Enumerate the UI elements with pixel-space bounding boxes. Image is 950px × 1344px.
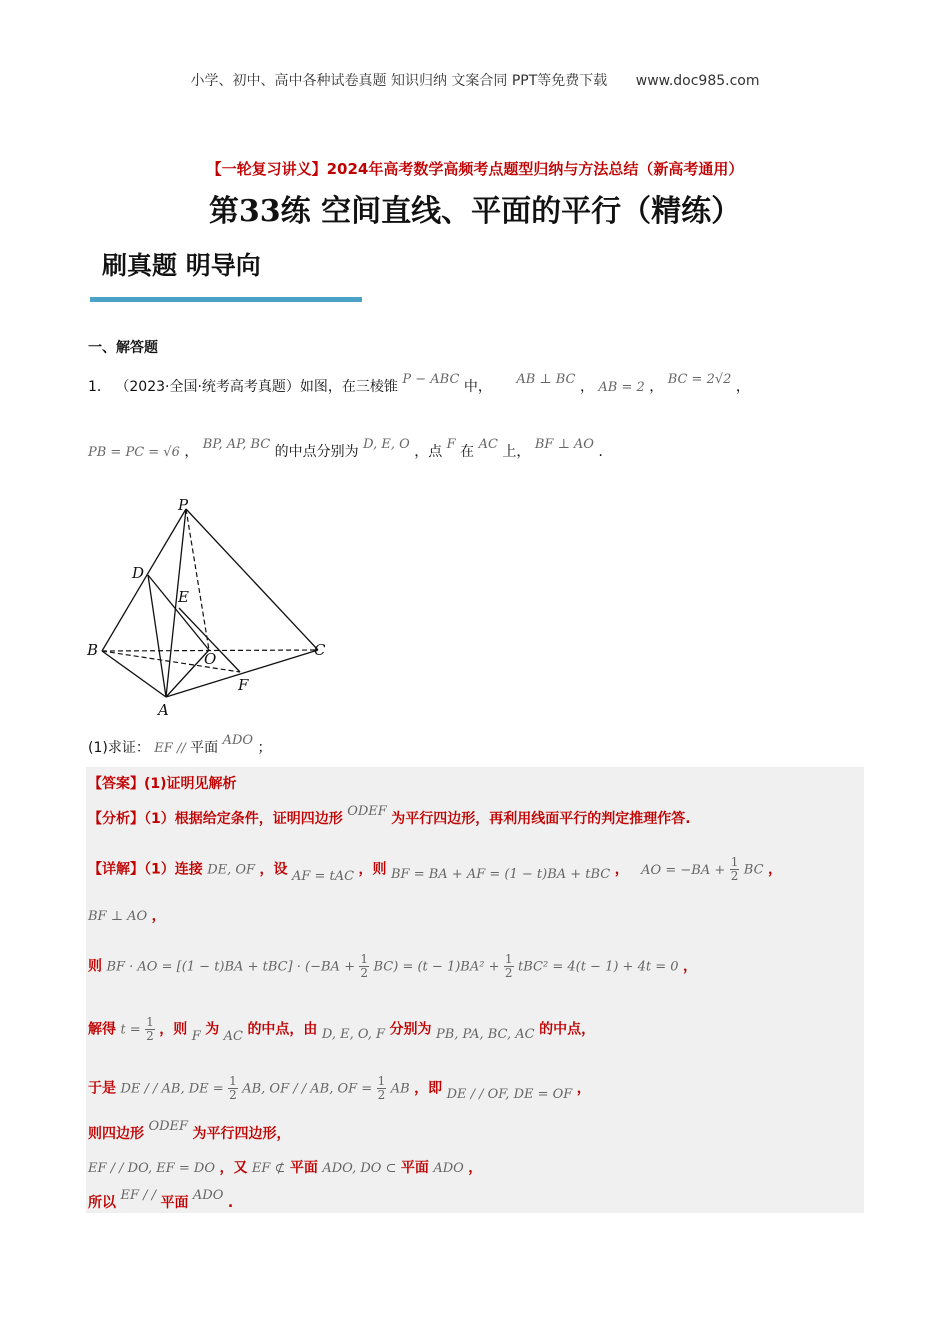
fraction-half	[359, 953, 369, 980]
text-midpoints: 的中点分别为	[274, 444, 359, 460]
comma: ，	[649, 379, 664, 395]
text-is: 为	[205, 1021, 220, 1038]
text-plane: 平面	[190, 740, 219, 756]
detail-line-2	[88, 905, 166, 925]
math-ab: AB	[390, 1081, 410, 1097]
math-f: F	[191, 1028, 201, 1044]
question-line-1	[88, 372, 750, 396]
text-on: 在	[460, 444, 475, 460]
part1-label: (1)求证：	[88, 740, 150, 756]
fraction-half	[730, 856, 740, 883]
fraction-denominator: 2	[229, 1088, 237, 1102]
comma: ，	[576, 1080, 591, 1097]
header-site: www.doc985.com	[635, 73, 760, 89]
text-point: ，点	[414, 444, 443, 460]
fraction-numerator: 1	[229, 1074, 237, 1088]
label-d: D	[132, 564, 145, 582]
detail-line-4	[88, 1016, 595, 1043]
math-de-ab: DE / / AB, DE =	[120, 1081, 224, 1097]
math-pyramid: P − ABC	[402, 372, 460, 387]
math-points: D, E, O, F	[321, 1026, 386, 1042]
math-ado: ADO	[433, 1161, 464, 1176]
comma: ，	[682, 958, 697, 975]
comma: ，	[468, 1160, 483, 1176]
semicolon: ；	[257, 740, 272, 756]
fraction-denominator: 2	[146, 1029, 154, 1043]
math-of-ab: AB, OF / / AB, OF =	[242, 1081, 373, 1097]
analysis-label: 【分析】（1）根据给定条件，证明四边形	[88, 811, 343, 827]
page-header	[0, 70, 950, 90]
math-ac: AC	[223, 1028, 243, 1044]
fraction-denominator: 2	[504, 966, 513, 980]
math-segments: PB, PA, BC, AC	[435, 1026, 535, 1042]
text-solve: 解得	[88, 1021, 116, 1038]
label-o: O	[204, 650, 217, 668]
analysis-line	[88, 804, 691, 828]
math-ado: ADO	[222, 733, 254, 748]
answer-box	[86, 767, 864, 1213]
section-subtitle: 刷真题 明导向	[102, 251, 261, 280]
period: .	[227, 1195, 234, 1211]
math-ao-expr-b: BC	[743, 862, 764, 878]
math-ef-not-subset: EF ⊄	[251, 1161, 286, 1176]
fraction-numerator: 1	[146, 1015, 154, 1029]
question-line-2	[88, 437, 603, 461]
math-f: F	[446, 437, 456, 452]
math-ado-do-subset: ADO, DO ⊂	[322, 1161, 397, 1176]
detail-line-7	[88, 1157, 482, 1177]
fraction-numerator: 1	[504, 952, 513, 966]
section-heading: 一、解答题	[88, 340, 158, 356]
math-dot-product-b: BC) = (t − 1)BA² +	[373, 959, 500, 975]
text-set: ，设	[259, 861, 288, 878]
fraction-half	[228, 1075, 238, 1102]
label-p: P	[178, 496, 189, 514]
detail-line-1	[88, 856, 782, 883]
math-odef: ODEF	[148, 1119, 189, 1134]
text-in: 中，	[463, 379, 492, 395]
label-f: F	[238, 676, 249, 694]
text-then: ，则	[159, 1021, 188, 1038]
question-source: （2023·全国·统考高考真题）如图，在三棱锥	[115, 379, 398, 395]
math-t-eq: t =	[120, 1022, 141, 1038]
text-parallelogram: 为平行四边形，	[192, 1126, 291, 1142]
math-bf-perp-ao: BF ⊥ AO	[88, 909, 148, 924]
fraction-half	[504, 953, 514, 980]
math-bf-expr: BF = BA + AF = (1 − t)BA + tBC	[391, 866, 611, 882]
math-ac: AC	[478, 437, 498, 452]
text-then: 则	[88, 958, 102, 975]
comma: ，	[151, 908, 166, 924]
text-therefore: 所以	[88, 1195, 116, 1211]
text-plane: 平面	[160, 1195, 189, 1211]
text-plane: 平面	[289, 1160, 318, 1176]
detail-line-3	[88, 953, 697, 980]
fraction-half	[377, 1075, 387, 1102]
fraction-half	[145, 1016, 155, 1043]
answer-label: 【答案】(1)证明见解析	[88, 776, 237, 792]
fraction-numerator: 1	[377, 1074, 386, 1088]
math-ado: ADO	[192, 1188, 224, 1203]
comma: ，	[735, 379, 750, 395]
text-also: ，又	[219, 1160, 248, 1176]
fraction-denominator: 2	[360, 966, 369, 980]
page-title: 第33练 空间直线、平面的平行（精练）	[208, 194, 742, 229]
comma: ，	[767, 861, 782, 878]
math-dot-product-a: BF · AO = [(1 − t)BA + tBC] · (−BA +	[106, 959, 355, 975]
math-dot-product-c: tBC² = 4(t − 1) + 4t = 0	[518, 959, 679, 975]
text-then: ，则	[358, 861, 387, 878]
fraction-denominator: 2	[730, 869, 739, 883]
text-ie: ，即	[414, 1080, 443, 1097]
header-text: 小学、初中、高中各种试卷真题 知识归纳 文案合同 PPT等免费下载	[190, 73, 608, 89]
math-deo: D, E, O	[363, 437, 410, 452]
detail-line-5	[88, 1075, 591, 1102]
math-ef-do: EF / / DO, EF = DO	[88, 1161, 215, 1176]
comma: ，	[614, 861, 629, 878]
subtitle-underline	[90, 297, 362, 302]
math-pb-pc: PB = PC = √6	[88, 445, 180, 460]
math-af-tac: AF = tAC	[291, 868, 355, 884]
fraction-denominator: 2	[377, 1088, 386, 1102]
fraction-numerator: 1	[360, 952, 369, 966]
question-number: 1．	[88, 379, 111, 395]
math-bf-perp-ao: BF ⊥ AO	[534, 437, 594, 452]
detail-line-6	[88, 1119, 291, 1143]
analysis-rest: 为平行四边形，再利用线面平行的判定推理作答.	[391, 811, 691, 827]
label-a: A	[158, 701, 169, 719]
label-e: E	[178, 588, 189, 606]
edge-ba	[102, 651, 166, 697]
text-midpoint: 的中点，由	[247, 1021, 318, 1038]
math-ef-parallel: EF //	[154, 741, 186, 756]
text-midpoint-end: 的中点，	[539, 1021, 596, 1038]
math-odef: ODEF	[347, 804, 387, 819]
comma: ，	[184, 444, 199, 460]
detail-label: 【详解】（1）连接	[88, 861, 203, 878]
math-ab-eq: AB = 2	[598, 380, 645, 395]
detail-line-8	[88, 1188, 234, 1212]
math-ao-expr-a: AO = −BA +	[641, 862, 726, 878]
label-c: C	[314, 641, 326, 659]
text-plane: 平面	[400, 1160, 429, 1176]
pyramid-figure	[86, 496, 336, 721]
label-b: B	[87, 641, 99, 659]
math-de-of-equal: DE / / OF, DE = OF	[446, 1086, 573, 1102]
math-segments: BP, AP, BC	[202, 437, 271, 452]
period: .	[598, 444, 603, 460]
fraction-numerator: 1	[730, 855, 739, 869]
math-ab-perp-bc: AB ⊥ BC	[516, 372, 576, 387]
text-respectively: 分别为	[389, 1021, 432, 1038]
text-so: 于是	[88, 1080, 116, 1097]
text-quadrilateral: 则四边形	[88, 1126, 144, 1142]
comma: ，	[579, 379, 594, 395]
math-bc-eq: BC = 2√2	[667, 372, 732, 387]
math-de-of: DE, OF	[207, 862, 256, 878]
math-ef-parallel: EF / /	[120, 1188, 156, 1203]
question-part-1	[88, 733, 272, 757]
series-title: 【一轮复习讲义】2024年高考数学高频考点题型归纳与方法总结（新高考通用）	[206, 160, 744, 178]
text-upon: 上，	[502, 444, 531, 460]
